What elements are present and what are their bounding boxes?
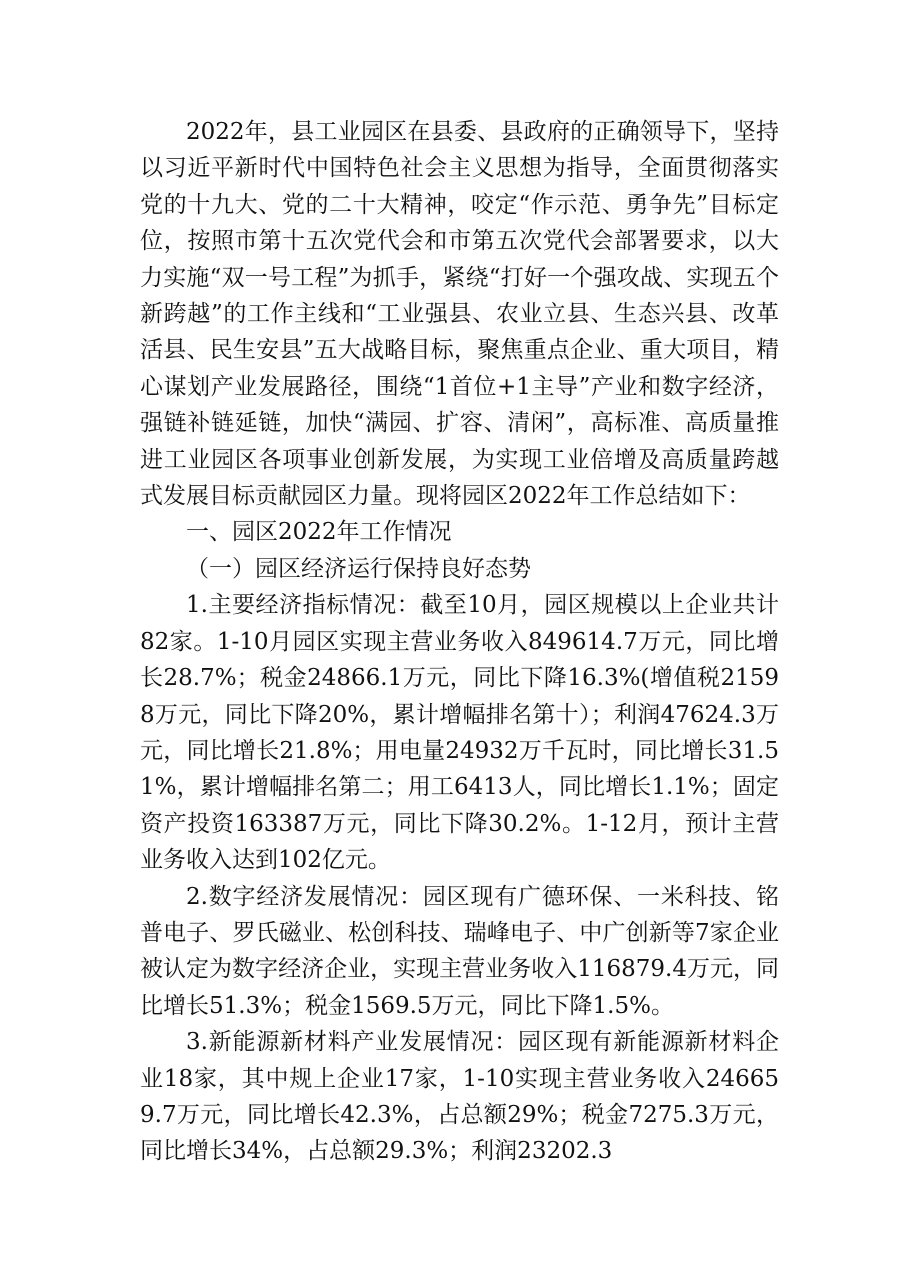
- subsection-heading: （一）园区经济运行保持良好态势: [186, 555, 531, 582]
- item-economic-indicators: 1.主要经济指标情况：截至10月，园区规模以上企业共计82家。1-10月园区实现主营业务收入849614.7万元，同比增长28.7%；税金24866.1万元，同比下降16.3%(增值税21598万元，同比下降20%，累计增幅排名第十）；利润47624.3万元，同比增长21.8%；用电量24932万千瓦时，同比增长31.51%，累计增幅排名第二；用工6413人，同比增长1.1%；固定资产投资163387万元，同比下降30.2%。1-12月，预计主营业务收入达到102亿元。: [140, 592, 779, 874]
- item-new-energy-materials: 3.新能源新材料产业发展情况：园区现有新能源新材料企业18家，其中规上企业17家，1-10实现主营业务收入246659.7万元，同比增长42.3%，占总额29%；税金7275.3万元，同比增长34%，占总额29.3%；利润23202.3: [140, 1029, 779, 1165]
- item-digital-economy: 2.数字经济发展情况：园区现有广德环保、一米科技、铭普电子、罗氏磁业、松创科技、瑞峰电子、中广创新等7家企业被认定为数字经济企业，实现主营业务收入116879.4万元，同比增长51.3%；税金1569.5万元，同比下降1.5%。: [140, 883, 779, 1019]
- intro-paragraph: 2022年，县工业园区在县委、县政府的正确领导下，坚持以习近平新时代中国特色社会主义思想为指导，全面贯彻落实党的十九大、党的二十大精神，咬定“作示范、勇争先”目标定位，按照市第十五次党代会和市第五次党代会部署要求，以大力实施“双一号工程”为抓手，紧绕“打好一个强攻战、实现五个新跨越”的工作主线和“工业强县、农业立县、生态兴县、改革活县、民生安县”五大战略目标，聚焦重点企业、重大项目，精心谋划产业发展路径，围绕“1首位+1主导”产业和数字经济，强链补链延链，加快“满园、扩容、清闲”，高标准、高质量推进工业园区各项事业创新发展，为实现工业倍增及高质量跨越式发展目标贡献园区力量。现将园区2022年工作总结如下：: [140, 119, 779, 510]
- section-heading: 一、园区2022年工作情况: [186, 519, 452, 546]
